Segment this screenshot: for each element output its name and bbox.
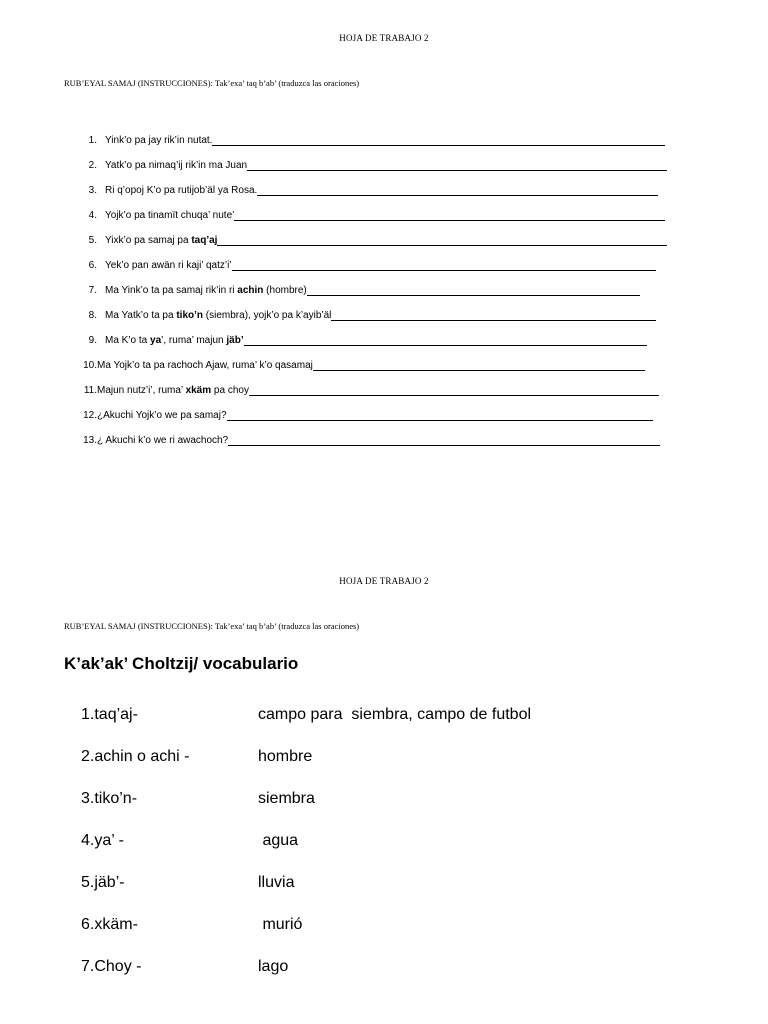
exercise-number: 9.: [88, 335, 97, 346]
answer-blank[interactable]: [249, 384, 659, 396]
exercise-list: [80, 134, 680, 459]
exercise-text: Yek’o pan awän ri kaji’ qatz’i’: [105, 260, 232, 271]
exercise-number: 11.: [83, 385, 97, 396]
answer-blank[interactable]: [244, 334, 647, 346]
answer-blank[interactable]: [234, 209, 665, 221]
exercise-number: 10.: [83, 360, 97, 371]
exercise-text: Yixk’o pa samaj pa: [105, 235, 192, 246]
exercise-sentence: [97, 234, 217, 248]
vocab-term: 7.Choy -: [81, 958, 142, 975]
vocab-term: 2.achin o achi -: [81, 748, 190, 765]
exercise-text: Yojk’o pa tinamït chuqa’ nute’: [105, 210, 235, 221]
exercise-number: 6.: [88, 260, 97, 271]
exercise-sentence: [97, 209, 234, 223]
exercise-sentence: [97, 134, 212, 148]
vocab-page-title: HOJA DE TRABAJO 2: [339, 576, 429, 586]
vocab-definition: siembra: [258, 790, 315, 807]
exercise-item: [80, 209, 680, 234]
worksheet-title: HOJA DE TRABAJO 2: [339, 33, 429, 43]
vocab-definition: agua: [258, 832, 299, 849]
exercise-text: (siembra), yojk’o pa k’ayib’äl: [203, 310, 332, 321]
exercise-item: [80, 184, 680, 209]
exercise-text: (hombre): [263, 285, 307, 296]
worksheet-instructions: RUB’EYAL SAMAJ (INSTRUCCIONES): Tak’exa’ taq b’ab’ (traduzca las oraciones): [64, 78, 360, 88]
exercise-text: pa choy: [211, 385, 249, 396]
exercise-text: Ma Yink’o ta pa samaj rik’in ri: [105, 285, 238, 296]
exercise-number: 8.: [88, 310, 97, 321]
exercise-bold-word: taq’aj: [191, 235, 218, 246]
exercise-item: [80, 309, 680, 334]
exercise-number: 5.: [88, 235, 97, 246]
exercise-item: [80, 234, 680, 259]
vocab-definition: murió: [258, 916, 303, 933]
exercise-number: 13.: [83, 435, 97, 446]
exercise-text: ¿Akuchi Yojk’o we pa samaj?: [97, 410, 227, 421]
exercise-number: 2.: [88, 160, 97, 171]
exercise-number: 12.: [83, 410, 97, 421]
exercise-item: [80, 284, 680, 309]
exercise-text: ’, ruma’ majun: [161, 335, 227, 346]
answer-blank[interactable]: [217, 234, 667, 246]
vocab-term: 1.taq’aj-: [81, 706, 138, 723]
exercise-sentence: [97, 259, 232, 273]
exercise-sentence: [97, 159, 247, 173]
exercise-number: 1.: [88, 135, 97, 146]
answer-blank[interactable]: [247, 159, 667, 171]
vocab-heading: K’ak’ak’ Choltzij/ vocabulario: [64, 654, 299, 673]
exercise-sentence: [97, 409, 227, 423]
answer-blank[interactable]: [232, 259, 656, 271]
exercise-sentence: [97, 184, 257, 198]
exercise-text: Ma Yojk’o ta pa rachoch Ajaw, ruma’ k’o qasamaj: [97, 360, 313, 371]
exercise-item: [80, 259, 680, 284]
exercise-number: 3.: [88, 185, 97, 196]
exercise-item: [80, 359, 680, 384]
vocab-definition: hombre: [258, 748, 313, 765]
exercise-bold-word: jäb’: [226, 335, 244, 346]
exercise-sentence: [97, 384, 249, 398]
exercise-item: [80, 334, 680, 359]
exercise-text: Yink’o pa jay rik’in nutat.: [105, 135, 213, 146]
exercise-item: [80, 134, 680, 159]
exercise-bold-word: tiko’n: [176, 310, 204, 321]
vocab-term: 6.xkäm-: [81, 916, 138, 933]
exercise-bold-word: xkäm: [185, 385, 212, 396]
answer-blank[interactable]: [331, 309, 656, 321]
exercise-bold-word: ya: [150, 335, 162, 346]
exercise-number: 4.: [88, 210, 97, 221]
exercise-number: 7.: [88, 285, 97, 296]
vocab-definition: lago: [258, 958, 289, 975]
answer-blank[interactable]: [257, 184, 658, 196]
vocab-page-instructions: RUB’EYAL SAMAJ (INSTRUCCIONES): Tak’exa’ taq b’ab’ (traduzca las oraciones): [64, 621, 360, 631]
exercise-sentence: [97, 309, 331, 323]
answer-blank[interactable]: [212, 134, 665, 146]
exercise-item: [80, 434, 680, 459]
exercise-sentence: [97, 334, 244, 348]
answer-blank[interactable]: [307, 284, 640, 296]
exercise-text: Ri q’opoj K’o pa rutijob’äl ya Rosa.: [105, 185, 258, 196]
vocab-definition: lluvia: [258, 874, 295, 891]
exercise-text: Ma K’o ta: [105, 335, 151, 346]
exercise-text: ¿ Akuchi k’o we ri awachoch?: [97, 435, 229, 446]
exercise-item: [80, 384, 680, 409]
vocab-term: 4.ya’ -: [81, 832, 124, 849]
answer-blank[interactable]: [227, 409, 653, 421]
exercise-item: [80, 159, 680, 184]
answer-blank[interactable]: [228, 434, 660, 446]
vocab-term: 5.jäb’-: [81, 874, 125, 891]
exercise-sentence: [97, 284, 307, 298]
exercise-text: Majun nutz’i’, ruma’: [97, 385, 186, 396]
exercise-text: Yatk’o pa nimaq’ij rik’in ma Juan: [105, 160, 248, 171]
vocab-definition: campo para siembra, campo de futbol: [258, 706, 532, 723]
exercise-sentence: [97, 434, 228, 448]
exercise-item: [80, 409, 680, 434]
vocab-term: 3.tiko’n-: [81, 790, 138, 807]
exercise-text: Ma Yatk’o ta pa: [105, 310, 177, 321]
exercise-sentence: [97, 359, 313, 373]
answer-blank[interactable]: [313, 359, 645, 371]
exercise-bold-word: achin: [237, 285, 264, 296]
